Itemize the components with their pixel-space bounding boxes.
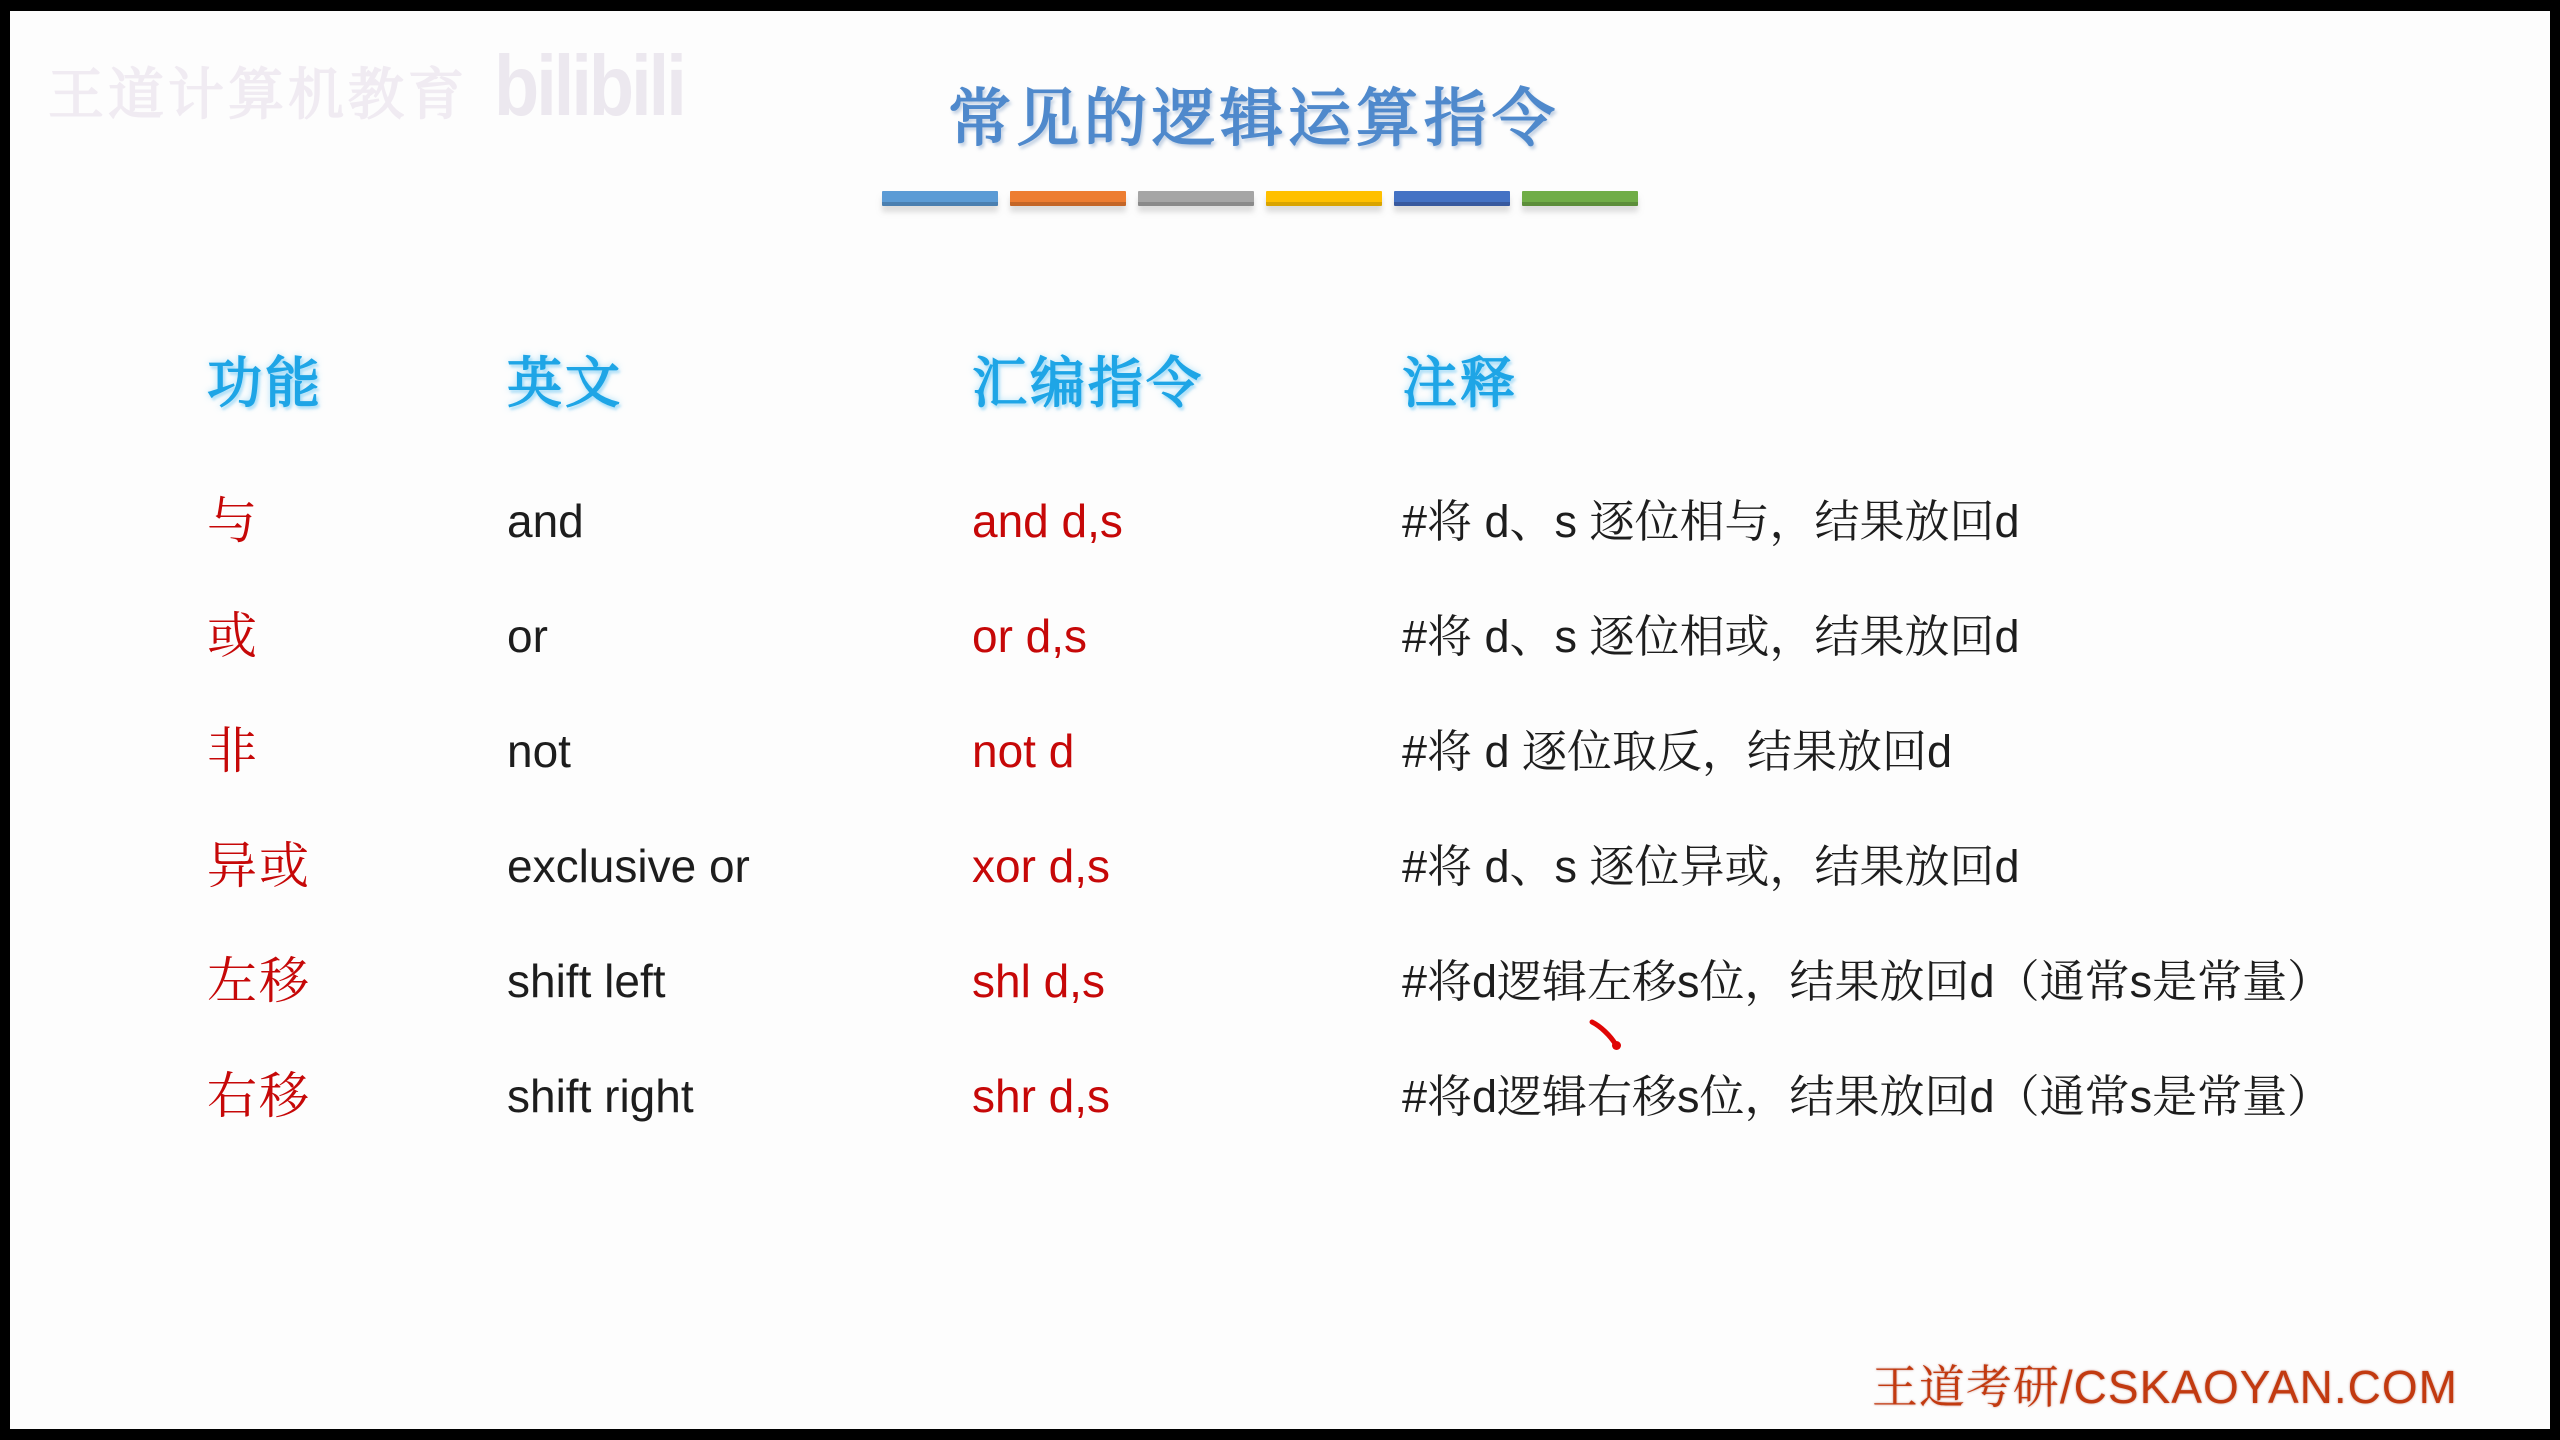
english-cell-row-2: or [507, 610, 548, 663]
column-header-function: 功能 [207, 352, 324, 414]
divider-bars [882, 191, 1638, 206]
comment-cell-row-6: #将d逻辑右移s位，结果放回d（通常s是常量） [1402, 1070, 2333, 1122]
column-header-english: 英文 [507, 352, 624, 414]
comment-cell-row-2: #将 d、s 逐位相或，结果放回d [1402, 610, 2020, 662]
english-cell-row-4: exclusive or [507, 840, 750, 893]
func-cell-row-5: 左移 [207, 952, 311, 1009]
english-cell-row-1: and [507, 495, 584, 548]
english-cell-row-6: shift right [507, 1070, 694, 1123]
comment-cell-row-4: #将 d、s 逐位异或，结果放回d [1402, 840, 2020, 892]
divider-bar-dark-blue [1394, 191, 1510, 206]
divider-bar-green [1522, 191, 1638, 206]
red-pen-tick-annotation [1585, 1017, 1631, 1059]
watermark [48, 37, 684, 134]
divider-bar-orange [1010, 191, 1126, 206]
func-cell-row-1: 与 [207, 492, 259, 549]
assembly-cell-row-5: shl d,s [972, 955, 1105, 1008]
watermark-brand-text: 王道计算机教育 [48, 63, 468, 126]
func-cell-row-6: 右移 [207, 1067, 311, 1124]
comment-cell-row-1: #将 d、s 逐位相与，结果放回d [1402, 495, 2020, 547]
assembly-cell-row-3: not d [972, 725, 1075, 778]
assembly-cell-row-4: xor d,s [972, 840, 1111, 893]
assembly-cell-row-1: and d,s [972, 495, 1123, 548]
func-cell-row-2: 或 [207, 607, 259, 664]
column-header-comment: 注释 [1402, 352, 1519, 414]
slide-title: 常见的逻辑运算指令 [948, 84, 1560, 154]
comment-cell-row-5: #将d逻辑左移s位，结果放回d（通常s是常量） [1402, 955, 2333, 1007]
assembly-cell-row-2: or d,s [972, 610, 1088, 663]
comment-cell-row-3: #将 d 逐位取反，结果放回d [1402, 725, 1953, 777]
func-cell-row-3: 非 [207, 722, 259, 779]
divider-bar-gray [1138, 191, 1254, 206]
english-cell-row-5: shift left [507, 955, 666, 1008]
bilibili-logo: bilibili [494, 37, 684, 134]
column-header-assembly: 汇编指令 [972, 352, 1205, 414]
assembly-cell-row-6: shr d,s [972, 1070, 1111, 1123]
instruction-table [207, 344, 2492, 1154]
func-cell-row-4: 异或 [207, 837, 311, 894]
slide [10, 11, 2550, 1429]
english-cell-row-3: not [507, 725, 571, 778]
footer-site-url: 王道考研/CSKAOYAN.COM [1871, 1361, 2458, 1413]
divider-bar-gold [1266, 191, 1382, 206]
divider-bar-blue [882, 191, 998, 206]
